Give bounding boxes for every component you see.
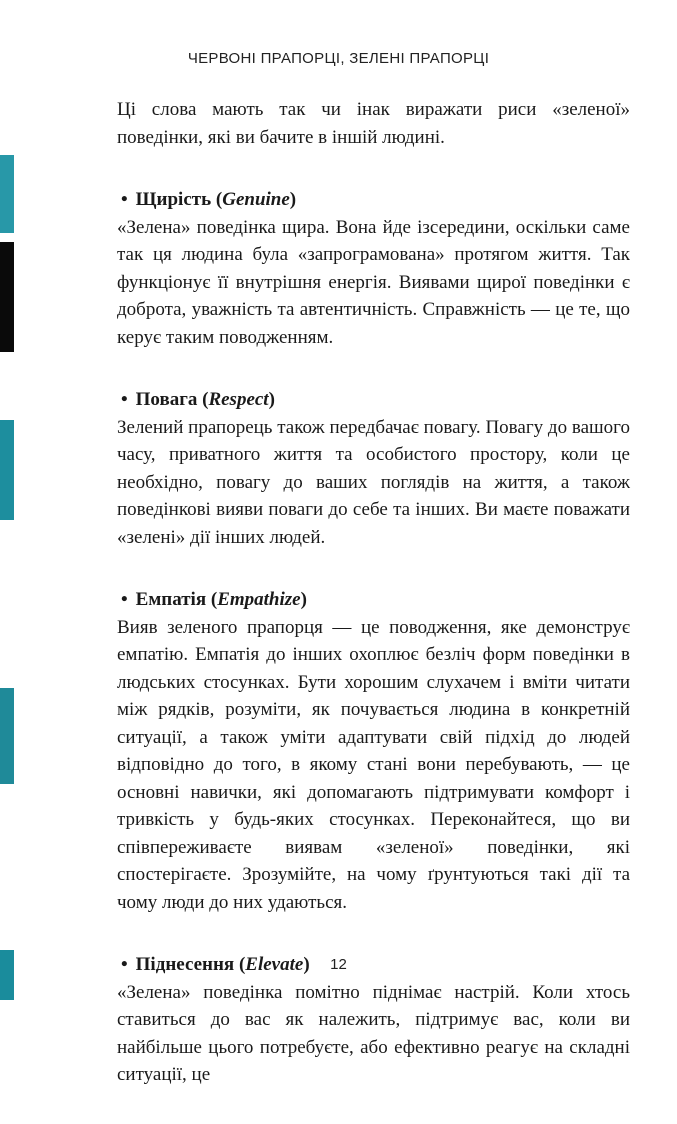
edge-tab [0,420,14,520]
page-number: 12 [330,956,347,973]
edge-tab-black [0,242,14,352]
section-empathize [117,586,630,916]
bullet-marker: • [121,954,128,975]
section-english-term: Genuine [222,189,290,210]
edge-tab [0,155,14,233]
section-english-term: Elevate [245,954,304,975]
section-title: Емпатія [135,589,207,610]
section-heading: • Повага (Respect) [121,389,275,410]
bullet-marker: • [121,389,128,410]
bullet-marker: • [121,589,128,610]
edge-tab [0,688,14,784]
section-heading: • Щирість (Genuine) [121,189,297,210]
section-respect [117,386,630,551]
bullet-marker: • [121,189,128,210]
section-title: Повага [135,389,198,410]
section-heading: • Емпатія (Empathize) [121,589,307,610]
section-text: «Зелена» поведінка помітно піднімає настрій. Коли хтось ставиться до вас як належить, підтримує вас, коли ви найбільше цього потребуєте, або ефективно реагує на складні ситуації, це [117,981,630,1085]
section-genuine [117,186,630,351]
running-head: ЧЕРВОНІ ПРАПОРЦІ, ЗЕЛЕНІ ПРАПОРЦІ [187,50,490,67]
section-title: Піднесення [135,954,235,975]
section-text: Зелений прапорець також передбачає повагу. Повагу до вашого часу, приватного життя та особистого простору, коли це необхідно, повагу до ваших поглядів на життя, а також поведінкові вияви поваги до себе та інших. Ви маєте поважати «зелені» дії інших людей. [117,416,630,548]
section-heading: • Піднесення (Elevate) [121,954,310,975]
section-text: Вияв зеленого прапорця — це поводження, яке демонструє емпатію. Емпатія до інших охоплює безліч форм поведінки в людських стосунках. Бути хорошим слухачем і вміти читати між рядків, розуміти, як почувається людина в конкретній ситуації, а також уміти адаптувати свій підхід до людей відповідно до того, в якому стані вони перебувають, — це основні навички, які допомагають підтримувати комфорт і тривкість у будь-яких стосунках. Переконайтеся, що ви співпереживаєте виявам «зеленої» поведінки, які спостерігаєте. Зрозумійте, на чому ґрунтуються такі дії та чому люди до них удаються. [117,616,630,913]
section-text: «Зелена» поведінка щира. Вона йде ізсередини, оскільки саме так ця людина була «запрограмована» протягом життя. Так функціонує її внутрішня енергія. Виявами щирої поведінки є доброта, уважність та автентичність. Справжність — це те, що керує таким поводженням. [117,216,630,348]
section-english-term: Respect [208,389,269,410]
section-title: Щирість [135,189,212,210]
intro-paragraph: Ці слова мають так чи інак виражати риси «зеленої» поведінки, які ви бачите в іншій людині. [117,99,630,148]
section-english-term: Empathize [217,589,301,610]
